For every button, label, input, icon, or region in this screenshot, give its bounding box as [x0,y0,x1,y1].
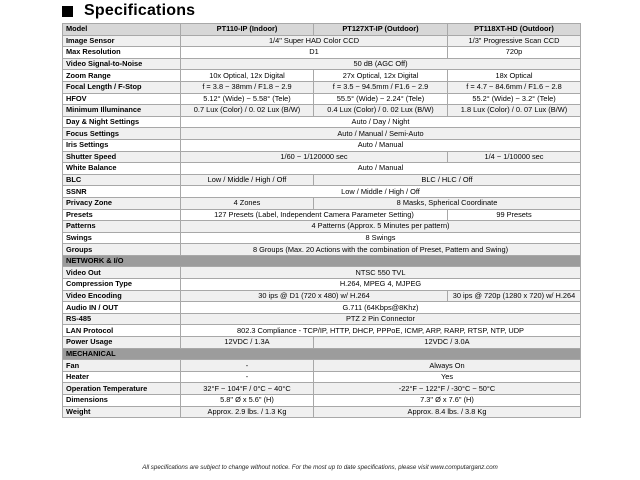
spec-value: Auto / Manual [181,163,581,175]
spec-label: Compression Type [63,279,181,291]
spec-label: Operation Temperature [63,383,181,395]
spec-row [63,81,581,93]
spec-value: 55.2° (Wide) ~ 3.2° (Tele) [448,93,581,105]
spec-label: Zoom Range [63,70,181,82]
spec-value: BLC / HLC / Off [314,174,581,186]
spec-label: LAN Protocol [63,325,181,337]
spec-value: 1/4" Super HAD Color CCD [181,35,448,47]
spec-value: 0.7 Lux (Color) / 0. 02 Lux (B/W) [181,105,314,117]
spec-value: 127 Presets (Label, Independent Camera Parameter Setting) [181,209,448,221]
spec-label: Presets [63,209,181,221]
square-bullet-icon [62,6,73,17]
spec-label: Focus Settings [63,128,181,140]
spec-value: 1/60 ~ 1/120000 sec [181,151,448,163]
spec-row [63,209,581,221]
spec-row [63,267,581,279]
spec-label: Max Resolution [63,47,181,59]
spec-row [63,116,581,128]
spec-value: 802.3 Compliance - TCP/IP, HTTP, DHCP, PPPoE, ICMP, ARP, RARP, RTSP, NTP, UDP [181,325,581,337]
spec-value: Approx. 2.9 lbs. / 1.3 Kg [181,406,314,418]
spec-value: 0.4 Lux (Color) / 0. 02 Lux (B/W) [314,105,448,117]
spec-label: Groups [63,244,181,256]
spec-value: 10x Optical, 12x Digital [181,70,314,82]
spec-label: White Balance [63,163,181,175]
spec-value: 27x Optical, 12x Digital [314,70,448,82]
spec-label: HFOV [63,93,181,105]
spec-row [63,279,581,291]
spec-value: Always On [314,360,581,372]
spec-label: Fan [63,360,181,372]
spec-value: 4 Zones [181,197,314,209]
spec-value: f = 3.8 ~ 38mm / F1.8 ~ 2.9 [181,81,314,93]
spec-value: 8 Masks, Spherical Coordinate [314,197,581,209]
spec-value: 12VDC / 1.3A [181,337,314,349]
spec-label: SSNR [63,186,181,198]
spec-value: 18x Optical [448,70,581,82]
spec-value: 32°F ~ 104°F / 0°C ~ 40°C [181,383,314,395]
section-title: MECHANICAL [63,348,581,360]
spec-row [63,337,581,349]
spec-value: Auto / Manual [181,139,581,151]
spec-label: Iris Settings [63,139,181,151]
spec-value: Yes [314,371,581,383]
spec-row [63,163,581,175]
spec-value: PTZ 2 Pin Connector [181,313,581,325]
spec-value: Auto / Manual / Semi-Auto [181,128,581,140]
spec-label: Video Out [63,267,181,279]
spec-value: NTSC 550 TVL [181,267,581,279]
spec-row [63,47,581,59]
spec-label: Patterns [63,221,181,233]
spec-label: Video Signal-to-Noise [63,58,181,70]
spec-row [63,174,581,186]
spec-value: Approx. 8.4 lbs. / 3.8 Kg [314,406,581,418]
spec-row [63,70,581,82]
spec-value: 1/3" Progressive Scan CCD [448,35,581,47]
spec-label: Dimensions [63,395,181,407]
spec-value: Low / Middle / High / Off [181,186,581,198]
spec-label: Weight [63,406,181,418]
spec-row [63,325,581,337]
spec-value: 55.5° (Wide) ~ 2.24° (Tele) [314,93,448,105]
spec-row [63,290,581,302]
spec-label: Heater [63,371,181,383]
page-title: Specifications [84,2,196,19]
spec-value: 1/4 ~ 1/10000 sec [448,151,581,163]
spec-value: Low / Middle / High / Off [181,174,314,186]
page-header [62,0,195,22]
spec-value: 50 dB (AGC Off) [181,58,581,70]
spec-row [63,58,581,70]
spec-row [63,406,581,418]
spec-value: 1.8 Lux (Color) / 0. 07 Lux (B/W) [448,105,581,117]
section-header-row [63,348,581,360]
spec-row [63,151,581,163]
spec-value: D1 [181,47,448,59]
model-name: PT118XT-HD (Outdoor) [448,24,581,36]
spec-value: H.264, MPEG 4, MJPEG [181,279,581,291]
spec-value: - [181,371,314,383]
spec-label: Image Sensor [63,35,181,47]
model-name: PT127XT-IP (Outdoor) [314,24,448,36]
spec-value: 720p [448,47,581,59]
spec-label: Minimum Illuminance [63,105,181,117]
spec-row [63,93,581,105]
section-title: NETWORK & I/O [63,255,581,267]
spec-row [63,197,581,209]
spec-table [62,23,581,418]
spec-label: Video Encoding [63,290,181,302]
spec-value: 5.8" Ø x 5.6" (H) [181,395,314,407]
spec-label: Privacy Zone [63,197,181,209]
spec-label: Shutter Speed [63,151,181,163]
spec-row [63,128,581,140]
spec-value: 8 Groups (Max. 20 Actions with the combination of Preset, Pattern and Swing) [181,244,581,256]
spec-value: - [181,360,314,372]
spec-label: Audio IN / OUT [63,302,181,314]
spec-value: 30 ips @ 720p (1280 x 720) w/ H.264 [448,290,581,302]
spec-value: 8 Swings [181,232,581,244]
spec-label: Model [63,24,181,36]
spec-row [63,232,581,244]
model-name: PT110-IP (Indoor) [181,24,314,36]
spec-value: 7.3" Ø x 7.6" (H) [314,395,581,407]
spec-row [63,186,581,198]
spec-value: 12VDC / 3.0A [314,337,581,349]
spec-value: G.711 (64Kbps@8Khz) [181,302,581,314]
spec-row [63,221,581,233]
spec-row [63,383,581,395]
disclaimer-footer: All specifications are subject to change without notice. For the most up to date specifications, please visit www.computarganz.com [142,464,498,471]
spec-row [63,139,581,151]
spec-row [63,371,581,383]
spec-value: f = 4.7 ~ 84.6mm / F1.6 ~ 2.8 [448,81,581,93]
spec-row [63,105,581,117]
spec-value: Auto / Day / Night [181,116,581,128]
spec-label: Swings [63,232,181,244]
spec-value: 30 ips @ D1 (720 x 480) w/ H.264 [181,290,448,302]
spec-label: Focal Length / F-Stop [63,81,181,93]
spec-value: 4 Patterns (Approx. 5 Minutes per pattern) [181,221,581,233]
spec-label: Day & Night Settings [63,116,181,128]
spec-row [63,302,581,314]
spec-value: 99 Presets [448,209,581,221]
spec-row [63,313,581,325]
section-header-row [63,255,581,267]
spec-label: RS-485 [63,313,181,325]
spec-row [63,244,581,256]
spec-value: 5.12° (Wide) ~ 5.58° (Tele) [181,93,314,105]
spec-row [63,395,581,407]
spec-value: -22°F ~ 122°F / -30°C ~ 50°C [314,383,581,395]
spec-label: BLC [63,174,181,186]
spec-value: f = 3.5 ~ 94.5mm / F1.6 ~ 2.9 [314,81,448,93]
spec-row [63,360,581,372]
spec-label: Power Usage [63,337,181,349]
spec-row [63,35,581,47]
spec-table-body [63,24,581,418]
model-header-row [63,24,581,36]
